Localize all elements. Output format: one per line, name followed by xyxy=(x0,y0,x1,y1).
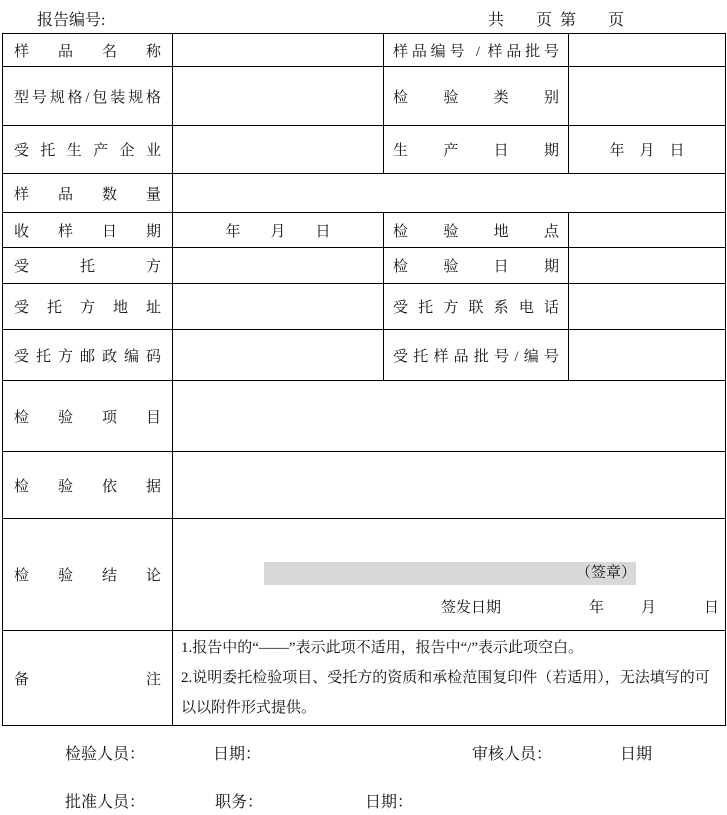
issue-date-label: 签发日期 xyxy=(441,600,502,616)
table-row xyxy=(3,381,726,452)
inspection-basis-value-cell[interactable] xyxy=(173,452,726,519)
approver-label: 批准人员： xyxy=(65,794,146,811)
footer-signature-line-1 xyxy=(0,741,727,761)
entrusted-party-phone-value-cell[interactable] xyxy=(569,284,726,330)
issue-month-label: 月 xyxy=(641,600,657,616)
sample-quantity-label: 样品数量 xyxy=(3,174,173,213)
sample-received-date-label: 收样日期 xyxy=(3,213,173,248)
sample-number-label: 样品编号 / 样品批号 xyxy=(384,34,569,67)
entrusted-manufacturer-value-cell[interactable] xyxy=(173,126,384,174)
remarks-content-cell xyxy=(173,631,726,726)
table-row xyxy=(3,519,726,631)
table-row xyxy=(3,284,726,330)
pagination-label: 共 页 第 页 xyxy=(488,12,625,29)
table-row xyxy=(3,126,726,174)
inspection-category-value-cell[interactable] xyxy=(569,67,726,126)
production-date-value-cell[interactable]: 年 月 日 xyxy=(569,126,726,174)
seal-highlight-bar xyxy=(264,562,636,585)
model-spec-label: 型号规格/包装规格 xyxy=(3,67,173,126)
approver-date-label: 日期： xyxy=(365,794,414,811)
entrusted-manufacturer-label: 受托生产企业 xyxy=(3,126,173,174)
reviewer-label: 审核人员： xyxy=(472,746,553,763)
footer-signature-line-2 xyxy=(0,789,727,809)
approver-title-label: 职务： xyxy=(215,794,264,811)
entrusted-sample-batch-value-cell[interactable] xyxy=(569,330,726,381)
table-row xyxy=(3,631,726,726)
inspection-basis-label: 检验依据 xyxy=(3,452,173,519)
entrusted-party-postcode-label: 受托方邮政编码 xyxy=(3,330,173,381)
table-row xyxy=(3,213,726,248)
inspection-items-value-cell[interactable] xyxy=(173,381,726,452)
table-row xyxy=(3,452,726,519)
entrusted-party-address-value-cell[interactable] xyxy=(173,284,384,330)
entrusted-sample-batch-label: 受托样品批号/编号 xyxy=(384,330,569,381)
report-number-label: 报告编号: xyxy=(37,12,106,29)
report-table xyxy=(2,33,726,726)
sample-quantity-value-cell[interactable] xyxy=(173,174,726,213)
inspection-place-label: 检验地点 xyxy=(384,213,569,248)
inspection-conclusion-cell[interactable] xyxy=(173,519,726,631)
entrusted-party-value-cell[interactable] xyxy=(173,248,384,284)
inspection-date-value-cell[interactable] xyxy=(569,248,726,284)
sample-name-value-cell[interactable] xyxy=(173,34,384,67)
inspector-label: 检验人员： xyxy=(65,746,146,763)
inspection-date-label: 检验日期 xyxy=(384,248,569,284)
sample-number-value-cell[interactable] xyxy=(569,34,726,67)
seal-label: （签章） xyxy=(575,565,636,581)
inspection-place-value-cell[interactable] xyxy=(569,213,726,248)
table-row xyxy=(3,248,726,284)
sample-received-date-value-cell[interactable]: 年 月 日 xyxy=(173,213,384,248)
entrusted-party-postcode-value-cell[interactable] xyxy=(173,330,384,381)
inspector-date-label: 日期： xyxy=(213,746,262,763)
table-row xyxy=(3,67,726,126)
inspection-category-label: 检验类别 xyxy=(384,67,569,126)
inspection-items-label: 检验项目 xyxy=(3,381,173,452)
reviewer-date-label: 日期 xyxy=(620,746,653,763)
remark-note-1: 1.报告中的“——”表示此项不适用，报告中“/”表示此项空白。 xyxy=(181,640,584,656)
production-date-label: 生产日期 xyxy=(384,126,569,174)
entrusted-party-phone-label: 受托方联系电话 xyxy=(384,284,569,330)
inspection-conclusion-label: 检验结论 xyxy=(3,519,173,631)
table-row xyxy=(3,34,726,67)
remark-note-2: 2.说明委托检验项目、受托方的资质和承检范围复印件（若适用），无法填写的可以以附件形式提供。 xyxy=(181,670,710,716)
entrusted-party-address-label: 受托方地址 xyxy=(3,284,173,330)
model-spec-value-cell[interactable] xyxy=(173,67,384,126)
table-row xyxy=(3,174,726,213)
entrusted-party-label: 受托方 xyxy=(3,248,173,284)
issue-day-label: 日 xyxy=(704,600,720,616)
table-row xyxy=(3,330,726,381)
issue-year-label: 年 xyxy=(589,600,605,616)
remarks-label: 备注 xyxy=(3,631,173,726)
sample-name-label: 样品名称 xyxy=(3,34,173,67)
